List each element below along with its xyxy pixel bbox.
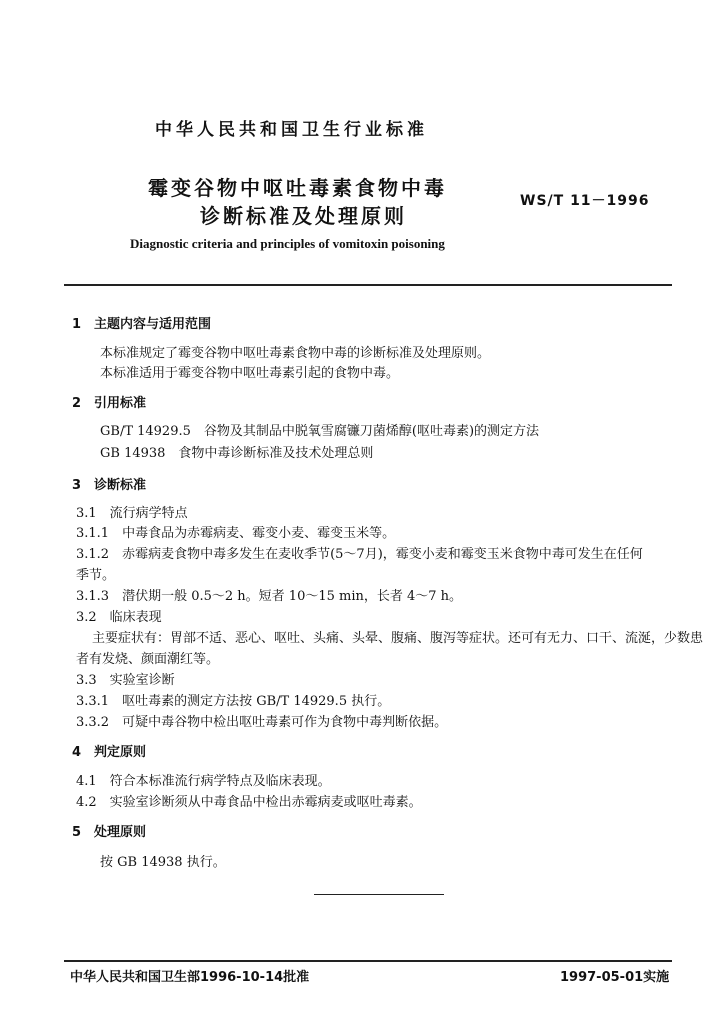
clause-3-3-1: 3.3.1 呕吐毒素的测定方法按 GB/T 14929.5 执行。 [76, 694, 391, 709]
section-2-heading: 2 引用标准 [72, 396, 147, 411]
section-4-heading: 4 判定原则 [72, 745, 147, 760]
clause-4-1: 4.1 符合本标准流行病学特点及临床表现。 [76, 774, 331, 789]
approval-date: 中华人民共和国卫生部1996-10-14批准 [70, 970, 310, 985]
section-1-paragraph-1: 本标准规定了霉变谷物中呕吐毒素食物中毒的诊断标准及处理原则。 [100, 346, 491, 361]
section-5-heading: 5 处理原则 [72, 825, 147, 840]
subsection-3-2: 3.2 临床表现 [76, 610, 162, 625]
section-1-heading: 1 主题内容与适用范围 [72, 317, 212, 332]
section-3-heading: 3 诊断标准 [72, 478, 147, 493]
section-5-paragraph: 按 GB 14938 执行。 [100, 855, 226, 870]
clause-4-2: 4.2 实验室诊断须从中毒食品中检出赤霉病麦或呕吐毒素。 [76, 795, 422, 810]
reference-gb-14938: GB 14938 食物中毒诊断标准及技术处理总则 [100, 446, 374, 461]
footer-divider [64, 960, 672, 962]
header-divider [64, 284, 672, 286]
reference-gbt-14929-5: GB/T 14929.5 谷物及其制品中脱氧雪腐镰刀菌烯醇(呕吐毒素)的测定方法 [100, 424, 540, 439]
document-title-line1: 霉变谷物中呕吐毒素食物中毒 [148, 176, 447, 200]
clinical-symptoms-continued: 者有发烧、颜面潮红等。 [76, 652, 220, 667]
clause-3-1-2-continued: 季节。 [76, 568, 116, 583]
issuing-authority: 中华人民共和国卫生行业标准 [155, 120, 428, 140]
clause-3-1-1: 3.1.1 中毒食品为赤霉病麦、霉变小麦、霉变玉米等。 [76, 526, 396, 541]
clause-3-1-2: 3.1.2 赤霉病麦食物中毒多发生在麦收季节(5～7月)，霉变小麦和霉变玉米食物中毒可发生在任何 [76, 547, 643, 562]
document-title-line2: 诊断标准及处理原则 [200, 204, 407, 228]
clinical-symptoms-paragraph: 主要症状有：胃部不适、恶心、呕吐、头痛、头晕、腹痛、腹泻等症状。还可有无力、口干、流涎，少数患 [92, 631, 704, 646]
implementation-date: 1997-05-01实施 [560, 970, 670, 985]
subsection-3-3: 3.3 实验室诊断 [76, 673, 175, 688]
english-title: Diagnostic criteria and principles of vomitoxin poisoning [130, 236, 445, 251]
section-1-paragraph-2: 本标准适用于霉变谷物中呕吐毒素引起的食物中毒。 [100, 366, 400, 381]
standard-number: WS/T 11－1996 [520, 193, 650, 209]
end-of-text-rule [314, 894, 444, 895]
clause-3-1-3: 3.1.3 潜伏期一般 0.5～2 h。短者 10～15 min，长者 4～7 h。 [76, 589, 463, 604]
clause-3-3-2: 3.3.2 可疑中毒谷物中检出呕吐毒素可作为食物中毒判断依据。 [76, 715, 448, 730]
subsection-3-1: 3.1 流行病学特点 [76, 506, 188, 521]
